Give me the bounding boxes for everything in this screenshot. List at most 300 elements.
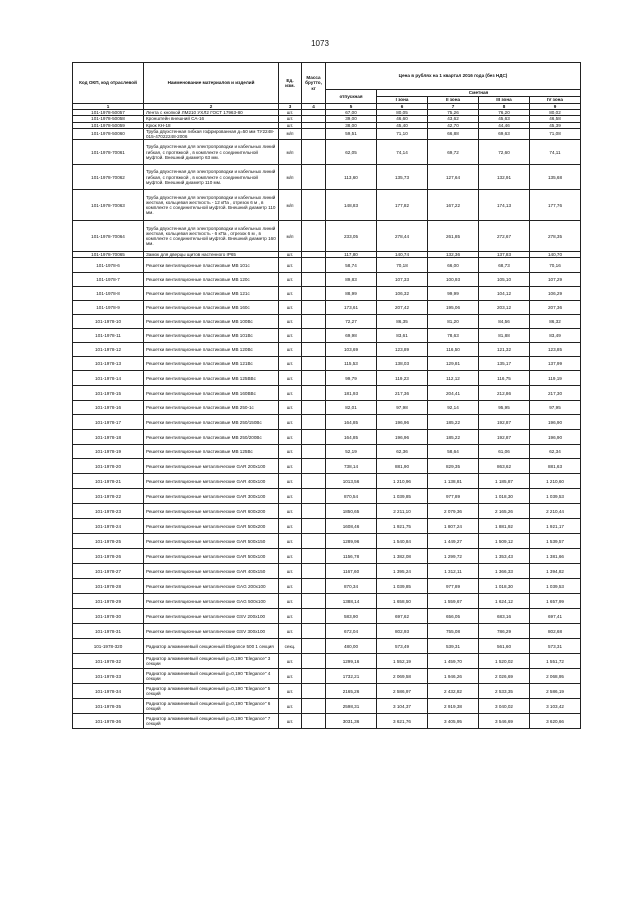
price-zone-2: 92,14 — [428, 401, 479, 415]
item-name: Решетки вентиляционные металлические GAR 500х150 — [144, 534, 279, 549]
column-index: 4 — [302, 104, 326, 110]
price-zone-2: 58,64 — [428, 445, 479, 459]
price-zone-4: 697,41 — [530, 609, 581, 624]
price-zone-2: 1 312,11 — [428, 564, 479, 579]
price-zone-3: 72,60 — [479, 140, 530, 165]
column-index: 3 — [279, 104, 302, 110]
price-zone-2: 539,31 — [428, 639, 479, 654]
table-row — [73, 549, 581, 564]
table-row — [73, 639, 581, 654]
release-price: 3031,36 — [326, 714, 377, 729]
price-zone-3: 104,12 — [479, 287, 530, 301]
release-price: 67,00 — [326, 110, 377, 116]
item-name: Труба двухстенная для электропроводки и кабельных линий гибкая, с протяжкой , в комплекте с соединительной муфтой. Внешний диаметр 63 мм. — [144, 140, 279, 165]
gross-mass — [302, 165, 326, 190]
item-name: Крюк КН-18 — [144, 122, 279, 128]
release-price: 181,93 — [326, 386, 377, 401]
price-zone-1: 46,60 — [377, 116, 428, 122]
gross-mass — [302, 654, 326, 669]
okp-code: 101-1978-31 — [73, 624, 144, 639]
price-zone-4: 1 394,82 — [530, 564, 581, 579]
price-zone-1: 123,89 — [377, 343, 428, 357]
price-zone-3: 1 509,12 — [479, 534, 530, 549]
price-zone-2: 1 299,72 — [428, 549, 479, 564]
price-zone-2: 100,93 — [428, 273, 479, 287]
item-name: Решетки вентиляционные металлические GAR 300х100 — [144, 489, 279, 504]
price-zone-1: 45,40 — [377, 122, 428, 128]
price-zone-1: 107,33 — [377, 273, 428, 287]
item-name: Решетки вентиляционные металлические GAG 200х100 — [144, 579, 279, 594]
gross-mass — [302, 258, 326, 273]
okp-code: 101-1978-320 — [73, 639, 144, 654]
release-price: 117,80 — [326, 252, 377, 258]
price-zone-4: 70,16 — [530, 258, 581, 273]
price-zone-4: 207,36 — [530, 301, 581, 315]
table-row — [73, 534, 581, 549]
item-name: Замок для дверцы щитов настенного IP65 — [144, 252, 279, 258]
price-zone-3: 68,73 — [479, 258, 530, 273]
price-zone-3: 69,63 — [479, 128, 530, 139]
gross-mass — [302, 445, 326, 459]
price-zone-4: 74,11 — [530, 140, 581, 165]
price-zone-2: 261,85 — [428, 221, 479, 252]
header-price-title: Цена в рублях на 1 квартал 2016 года (без НДС) — [326, 63, 581, 90]
price-zone-4: 1 657,99 — [530, 594, 581, 609]
okp-code: 101-1978-26 — [73, 549, 144, 564]
release-price: 1608,46 — [326, 519, 377, 534]
item-name: Решетки вентиляционные металлические GAR 400х100 — [144, 474, 279, 489]
header-release: отпускная — [326, 90, 377, 104]
unit: шт. — [279, 684, 302, 699]
price-zone-2: 78,63 — [428, 329, 479, 343]
price-zone-1: 196,96 — [377, 430, 428, 445]
column-index: 9 — [530, 104, 581, 110]
price-zone-3: 105,10 — [479, 273, 530, 287]
price-zone-3: 121,32 — [479, 343, 530, 357]
header-code: Код ОКП, код отраслевой — [73, 63, 144, 104]
okp-code: 101-1978-70064 — [73, 221, 144, 252]
price-zone-4: 177,76 — [530, 190, 581, 221]
item-name: Решетки вентиляционные металлические GAR 500х100 — [144, 549, 279, 564]
gross-mass — [302, 669, 326, 684]
table-row — [73, 579, 581, 594]
table-row — [73, 519, 581, 534]
header-zone-4: IV зона — [530, 97, 581, 104]
price-zone-4: 45,39 — [530, 122, 581, 128]
gross-mass — [302, 579, 326, 594]
unit: шт. — [279, 357, 302, 371]
table-row — [73, 401, 581, 415]
okp-code: 101-1978-36 — [73, 714, 144, 729]
unit: шт. — [279, 699, 302, 714]
okp-code: 101-1978-30 — [73, 609, 144, 624]
item-name: Решетки вентиляционные пластиковые МВ 125Вс — [144, 445, 279, 459]
gross-mass — [302, 624, 326, 639]
price-zone-4: 107,29 — [530, 273, 581, 287]
okp-code: 101-1978-70061 — [73, 140, 144, 165]
release-price: 233,05 — [326, 221, 377, 252]
price-zone-3: 3 546,69 — [479, 714, 530, 729]
release-price: 52,19 — [326, 445, 377, 459]
price-zone-3: 1 018,30 — [479, 489, 530, 504]
price-zone-2: 66,88 — [428, 128, 479, 139]
release-price: 103,69 — [326, 343, 377, 357]
okp-code: 101-1978-50060 — [73, 128, 144, 139]
table-row — [73, 140, 581, 165]
okp-code: 101-1978-22 — [73, 489, 144, 504]
price-zone-3: 272,67 — [479, 221, 530, 252]
column-index: 6 — [377, 104, 428, 110]
okp-code: 101-1978-10 — [73, 315, 144, 329]
table-row — [73, 415, 581, 430]
gross-mass — [302, 549, 326, 564]
price-zone-3: 137,83 — [479, 252, 530, 258]
okp-code: 101-1978-27 — [73, 564, 144, 579]
okp-code: 101-1978-50057 — [73, 110, 144, 116]
release-price: 148,83 — [326, 190, 377, 221]
price-zone-1: 278,44 — [377, 221, 428, 252]
price-zone-2: 1 459,70 — [428, 654, 479, 669]
price-zone-4: 2 068,95 — [530, 669, 581, 684]
unit: м/п — [279, 165, 302, 190]
unit: шт. — [279, 401, 302, 415]
price-zone-2: 112,12 — [428, 371, 479, 386]
release-price: 88,99 — [326, 287, 377, 301]
item-name: Радиатор алюминиевый секционный g=0,190 "Elegance" 4 секции — [144, 669, 279, 684]
okp-code: 101-1978-70063 — [73, 190, 144, 221]
okp-code: 101-1978-19 — [73, 445, 144, 459]
price-zone-3: 1 366,33 — [479, 564, 530, 579]
price-zone-4: 881,63 — [530, 459, 581, 474]
item-name: Радиатор алюминиевый секционный g=0,190 "Elegance" 3 секции — [144, 654, 279, 669]
price-zone-2: 1 138,81 — [428, 474, 479, 489]
gross-mass — [302, 386, 326, 401]
price-zone-4: 1 039,53 — [530, 489, 581, 504]
release-price: 738,14 — [326, 459, 377, 474]
unit: м/п — [279, 140, 302, 165]
price-zone-4: 135,68 — [530, 165, 581, 190]
price-zone-4: 2 586,19 — [530, 684, 581, 699]
release-price: 2165,26 — [326, 684, 377, 699]
unit: шт. — [279, 343, 302, 357]
unit: шт. — [279, 122, 302, 128]
unit: шт. — [279, 329, 302, 343]
release-price: 38,00 — [326, 122, 377, 128]
unit: шт. — [279, 489, 302, 504]
price-zone-1: 1 382,08 — [377, 549, 428, 564]
price-zone-1: 1 039,85 — [377, 579, 428, 594]
price-zone-2: 2 919,38 — [428, 699, 479, 714]
item-name: Решетки вентиляционные пластиковые МВ 160ВВс — [144, 386, 279, 401]
item-name: Решетки вентиляционные пластиковые МВ 121Вс — [144, 357, 279, 371]
table-row — [73, 430, 581, 445]
item-name: Решетки вентиляционные пластиковые МВ 101Вс — [144, 329, 279, 343]
price-zone-1: 1 552,19 — [377, 654, 428, 669]
header-zone-2: II зона — [428, 97, 479, 104]
release-price: 1167,60 — [326, 564, 377, 579]
price-zone-1: 217,36 — [377, 386, 428, 401]
price-zone-4: 1 039,53 — [530, 579, 581, 594]
price-zone-4: 196,90 — [530, 415, 581, 430]
price-zone-2: 129,81 — [428, 357, 479, 371]
price-zone-3: 45,63 — [479, 116, 530, 122]
header-mass: Масса брутто, кг — [302, 63, 326, 104]
table-row — [73, 190, 581, 221]
item-name: Решетки вентиляционные пластиковые МВ 250/150Вс — [144, 415, 279, 430]
unit: шт. — [279, 549, 302, 564]
price-zone-3: 174,13 — [479, 190, 530, 221]
release-price: 164,85 — [326, 415, 377, 430]
okp-code: 101-1978-50059 — [73, 122, 144, 128]
price-zone-4: 3 620,66 — [530, 714, 581, 729]
price-zone-3: 132,91 — [479, 165, 530, 190]
price-zone-2: 656,05 — [428, 609, 479, 624]
price-zone-1: 697,62 — [377, 609, 428, 624]
item-name: Решетки вентиляционные металлические GAR 600х200 — [144, 504, 279, 519]
price-zone-3: 2 026,69 — [479, 669, 530, 684]
price-zone-4: 573,31 — [530, 639, 581, 654]
price-zone-1: 138,03 — [377, 357, 428, 371]
table-row — [73, 594, 581, 609]
price-zone-2: 977,89 — [428, 489, 479, 504]
unit: шт. — [279, 669, 302, 684]
release-price: 164,85 — [326, 430, 377, 445]
unit: шт. — [279, 430, 302, 445]
price-zone-1: 196,96 — [377, 415, 428, 430]
okp-code: 101-1978-12 — [73, 343, 144, 357]
price-zone-1: 1 039,85 — [377, 489, 428, 504]
price-zone-4: 71,08 — [530, 128, 581, 139]
item-name: Решетки вентиляционные пластиковые МВ 250/200Вс — [144, 430, 279, 445]
unit: шт. — [279, 624, 302, 639]
release-price: 1388,14 — [326, 594, 377, 609]
gross-mass — [302, 357, 326, 371]
item-name: Решетки вентиляционные металлические GAR 200х100 — [144, 459, 279, 474]
price-zone-1: 1 921,75 — [377, 519, 428, 534]
gross-mass — [302, 459, 326, 474]
table-row — [73, 165, 581, 190]
price-zone-4: 137,99 — [530, 357, 581, 371]
unit: шт. — [279, 445, 302, 459]
okp-code: 101-1978-25 — [73, 534, 144, 549]
price-zone-1: 177,82 — [377, 190, 428, 221]
price-zone-1: 74,14 — [377, 140, 428, 165]
price-zone-1: 2 211,10 — [377, 504, 428, 519]
price-zone-3: 192,87 — [479, 430, 530, 445]
unit: шт. — [279, 386, 302, 401]
price-zone-3: 561,60 — [479, 639, 530, 654]
unit: шт. — [279, 110, 302, 116]
price-zone-4: 62,34 — [530, 445, 581, 459]
item-name: Радиатор алюминиевый секционный g=0,190 "Elegance" 7 секций — [144, 714, 279, 729]
gross-mass — [302, 315, 326, 329]
price-zone-1: 83,61 — [377, 329, 428, 343]
okp-code: 101-1978-20 — [73, 459, 144, 474]
price-zone-4: 1 551,72 — [530, 654, 581, 669]
price-zone-2: 185,22 — [428, 430, 479, 445]
price-zone-4: 97,95 — [530, 401, 581, 415]
price-zone-3: 135,17 — [479, 357, 530, 371]
gross-mass — [302, 609, 326, 624]
price-zone-1: 2 586,97 — [377, 684, 428, 699]
release-price: 1289,96 — [326, 534, 377, 549]
table-row — [73, 221, 581, 252]
price-zone-4: 1 921,17 — [530, 519, 581, 534]
price-zone-3: 1 353,43 — [479, 549, 530, 564]
table-row — [73, 258, 581, 273]
gross-mass — [302, 343, 326, 357]
price-zone-3: 1 018,30 — [479, 579, 530, 594]
unit: шт. — [279, 534, 302, 549]
price-zone-2: 127,64 — [428, 165, 479, 190]
price-zone-1: 135,73 — [377, 165, 428, 190]
okp-code: 101-1978-14 — [73, 371, 144, 386]
unit: м/п — [279, 190, 302, 221]
item-name: Решетки вентиляционные пластиковые МВ 120с — [144, 273, 279, 287]
price-zone-2: 66,00 — [428, 258, 479, 273]
gross-mass — [302, 594, 326, 609]
release-price: 59,51 — [326, 128, 377, 139]
table-row — [73, 474, 581, 489]
price-zone-2: 1 449,27 — [428, 534, 479, 549]
table-row — [73, 714, 581, 729]
unit: шт. — [279, 415, 302, 430]
price-zone-3: 116,75 — [479, 371, 530, 386]
unit: шт. — [279, 654, 302, 669]
release-price: 672,04 — [326, 624, 377, 639]
price-zone-4: 278,35 — [530, 221, 581, 252]
release-price: 82,01 — [326, 401, 377, 415]
table-row — [73, 343, 581, 357]
item-name: Труба двухстенная для электропроводки и кабельных линий жесткая, кольцевая жесткость - 6 кПа , отрезок 6 м , в комплекте с соединительной муфтой. Внешний диаметр 160 мм. — [144, 221, 279, 252]
unit: шт. — [279, 609, 302, 624]
table-row — [73, 386, 581, 401]
release-price: 1850,65 — [326, 504, 377, 519]
price-zone-1: 1 540,84 — [377, 534, 428, 549]
price-zone-4: 196,90 — [530, 430, 581, 445]
price-zone-3: 203,12 — [479, 301, 530, 315]
price-zone-3: 95,95 — [479, 401, 530, 415]
unit: шт. — [279, 459, 302, 474]
gross-mass — [302, 699, 326, 714]
release-price: 89,83 — [326, 273, 377, 287]
gross-mass — [302, 190, 326, 221]
price-zone-2: 1 946,26 — [428, 669, 479, 684]
gross-mass — [302, 140, 326, 165]
okp-code: 101-1978-29 — [73, 594, 144, 609]
gross-mass — [302, 489, 326, 504]
release-price: 113,60 — [326, 165, 377, 190]
price-zone-1: 80,05 — [377, 110, 428, 116]
gross-mass — [302, 534, 326, 549]
table-row — [73, 624, 581, 639]
okp-code: 101-1978-18 — [73, 430, 144, 445]
gross-mass — [302, 221, 326, 252]
unit: шт. — [279, 519, 302, 534]
release-price: 2598,31 — [326, 699, 377, 714]
unit: шт. — [279, 287, 302, 301]
okp-code: 101-1978-70062 — [73, 165, 144, 190]
table-row — [73, 357, 581, 371]
unit: шт. — [279, 252, 302, 258]
table-row — [73, 273, 581, 287]
page-number: 1073 — [311, 39, 329, 48]
release-price: 1156,78 — [326, 549, 377, 564]
gross-mass — [302, 564, 326, 579]
table-row — [73, 699, 581, 714]
release-price: 870,34 — [326, 579, 377, 594]
price-zone-2: 1 807,24 — [428, 519, 479, 534]
okp-code: 101-1978-34 — [73, 684, 144, 699]
gross-mass — [302, 639, 326, 654]
price-zone-3: 1 185,87 — [479, 474, 530, 489]
price-zone-1: 70,18 — [377, 258, 428, 273]
unit: шт. — [279, 116, 302, 122]
release-price: 58,74 — [326, 258, 377, 273]
item-name: Радиатор алюминиевый секционный Elegance 500 1 секция — [144, 639, 279, 654]
price-zone-3: 683,16 — [479, 609, 530, 624]
unit: шт. — [279, 371, 302, 386]
price-zone-1: 119,23 — [377, 371, 428, 386]
okp-code: 101-1978-7 — [73, 273, 144, 287]
release-price: 1299,16 — [326, 654, 377, 669]
item-name: Лента с кнопкой ЛМ210 УХЛ2 ГОСТ 17963-80 — [144, 110, 279, 116]
price-zone-3: 3 040,02 — [479, 699, 530, 714]
item-name: Радиатор алюминиевый секционный g=0,190 "Elegance" 5 секций — [144, 684, 279, 699]
release-price: 1013,56 — [326, 474, 377, 489]
okp-code: 101-1978-17 — [73, 415, 144, 430]
table-row — [73, 609, 581, 624]
price-zone-2: 977,89 — [428, 579, 479, 594]
price-zone-1: 3 621,76 — [377, 714, 428, 729]
unit: шт. — [279, 504, 302, 519]
okp-code: 101-1978-15 — [73, 386, 144, 401]
price-zone-3: 1 624,12 — [479, 594, 530, 609]
okp-code: 101-1978-13 — [73, 357, 144, 371]
header-zone-1: I зона — [377, 97, 428, 104]
price-zone-4: 802,68 — [530, 624, 581, 639]
price-zone-1: 2 069,58 — [377, 669, 428, 684]
price-zone-4: 3 103,42 — [530, 699, 581, 714]
okp-code: 101-1978-28 — [73, 579, 144, 594]
header-unit: Ед. изм. — [279, 63, 302, 104]
price-zone-4: 217,30 — [530, 386, 581, 401]
price-zone-3: 1 881,92 — [479, 519, 530, 534]
column-index: 1 — [73, 104, 144, 110]
release-price: 583,90 — [326, 609, 377, 624]
price-zone-3: 84,56 — [479, 315, 530, 329]
price-zone-1: 97,98 — [377, 401, 428, 415]
column-index: 8 — [479, 104, 530, 110]
table-row — [73, 654, 581, 669]
item-name: Решетки вентиляционные пластиковые МВ 101с — [144, 258, 279, 273]
price-zone-2: 3 405,95 — [428, 714, 479, 729]
price-zone-1: 207,42 — [377, 301, 428, 315]
price-zone-2: 69,72 — [428, 140, 479, 165]
gross-mass — [302, 519, 326, 534]
table-row — [73, 315, 581, 329]
price-zone-4: 123,85 — [530, 343, 581, 357]
header-estimate: Сметная — [377, 90, 581, 97]
price-zone-2: 829,35 — [428, 459, 479, 474]
gross-mass — [302, 430, 326, 445]
unit: шт. — [279, 315, 302, 329]
gross-mass — [302, 415, 326, 430]
okp-code: 101-1978-23 — [73, 504, 144, 519]
release-price: 99,79 — [326, 371, 377, 386]
okp-code: 101-1978-32 — [73, 654, 144, 669]
table-row — [73, 301, 581, 315]
